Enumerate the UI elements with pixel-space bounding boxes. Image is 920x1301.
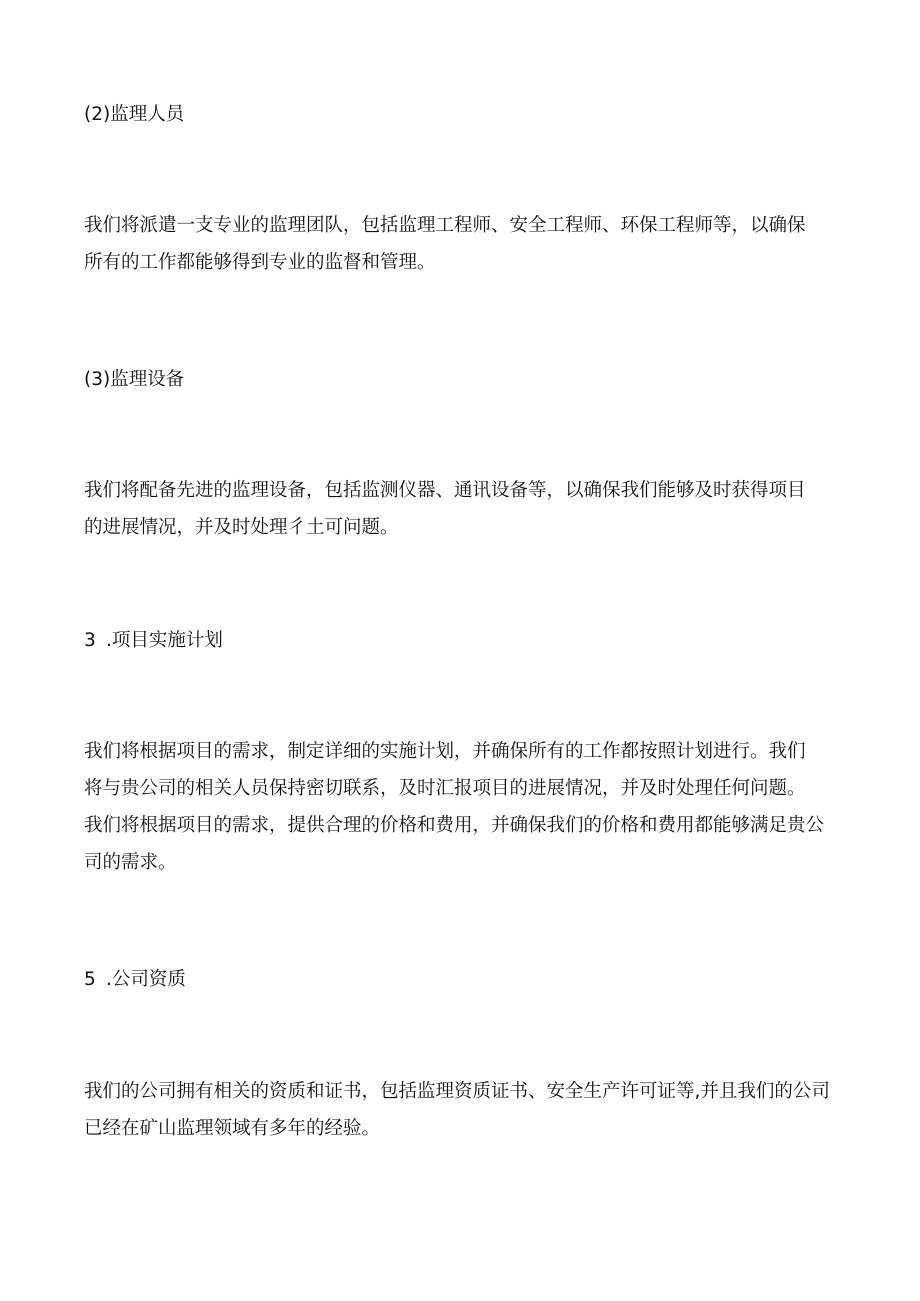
paragraph-equipment: [84, 472, 834, 546]
paragraph-line: 司的需求。: [84, 852, 177, 873]
paragraph-implementation-plan: [84, 733, 834, 881]
heading-text: .项目实施计划: [106, 630, 223, 651]
paragraph-line: 将与贵公司的相关人员保持密切联系，及时汇报项目的进展情况，并及时处理任何问题。: [84, 778, 806, 799]
paragraph-line: 我们的公司拥有相关的资质和证书，包括监理资质证书、安全生产许可证等,并且我们的公司: [84, 1081, 830, 1102]
section-heading-company-qualification: [84, 961, 834, 998]
paragraph-line: 我们将配备先进的监理设备，包括监测仪器、通讯设备等，以确保我们能够及时获得项目: [84, 480, 806, 501]
paragraph-line: 所有的工作都能够得到专业的监督和管理。: [84, 252, 436, 273]
paragraph-line: 我们将派遣一支专业的监理团队，包括监理工程师、安全工程师、环保工程师等，以确保: [84, 215, 806, 236]
heading-text: (3)监理设备: [84, 369, 185, 390]
heading-text: .公司资质: [106, 969, 186, 990]
paragraph-company-qualification: [84, 1073, 834, 1147]
paragraph-line: 已经在矿山监理领域有多年的经验。: [84, 1118, 381, 1139]
paragraph-line: 我们将根据项目的需求，制定详细的实施计划，并确保所有的工作都按照计划进行。我们: [84, 741, 806, 762]
section-heading-equipment: [84, 361, 834, 398]
heading-number: 3: [84, 630, 96, 651]
paragraph-line: 我们将根据项目的需求，提供合理的价格和费用，并确保我们的价格和费用都能够满足贵公: [84, 815, 825, 836]
paragraph-personnel: [84, 207, 834, 281]
paragraph-line: 的进展情况，并及时处理彳土可问题。: [84, 517, 399, 538]
heading-text: (2)监理人员: [84, 104, 185, 125]
section-heading-implementation-plan: [84, 622, 834, 659]
heading-number: 5: [84, 969, 96, 990]
section-heading-personnel: [84, 96, 834, 133]
